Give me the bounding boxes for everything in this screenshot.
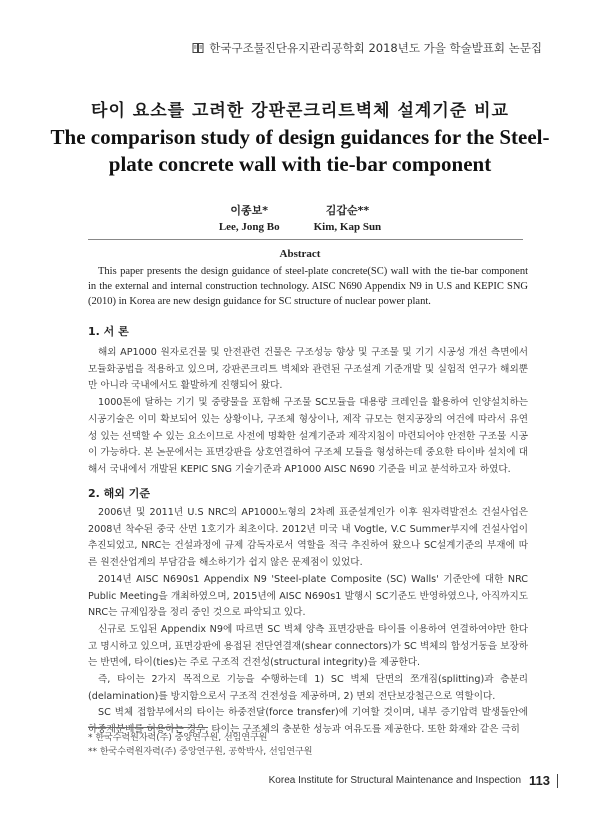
paragraph: 해외 AP1000 원자로건물 및 안전관련 건물은 구조성능 향상 및 구조물 및 기기 시공성 개선 측면에서 모듈화공법을 적용하고 있으며, 강판콘크리트 벽체와 관련된 구조설계 기준개발 및 실험적 연구가 해외뿐만 아니라 국내에서도 활발하게 진행되어 왔다. [88, 347, 528, 392]
journal-title: 한국구조물진단유지관리공학회 2018년도 가을 학술발표회 논문집 [209, 41, 542, 55]
paragraph: SC 벽체 접합부에서의 타이는 하중전달(force transfer)에 기여할 것이며, 내부 증기압력 발생돌안에 하중재분배를 허용하는 경우, 타이는 구조체의 충분한 성능과 여유도를 제공한다. 또한 화재와 같은 극히 [88, 707, 528, 736]
journal-header [192, 40, 542, 56]
book-icon [192, 42, 204, 54]
section-1-title: 1. 서 론 [88, 325, 129, 338]
footnotes [88, 731, 528, 759]
section-2-body [88, 505, 528, 739]
section-2-title: 2. 해외 기준 [88, 487, 150, 500]
paper-title-korean: 타이 요소를 고려한 강판콘크리트벽체 설계기준 비교 [91, 101, 509, 121]
author-2-english-name: Kim, Kap Sun [313, 221, 382, 233]
paragraph: 2014년 AISC N690s1 Appendix N9 'Steel-plate Composite (SC) Walls' 기준안에 대한 NRC Public Meeting을 개최하였으며, 2015년에 AISC N690s1 발행시 SC기준도 반영하였으나, 아직까지도 NRC는 규제입장을 정리 중인 것으로 파악되고 있다. [88, 573, 528, 619]
paragraph: 1000톤에 달하는 기기 및 중량물을 포함해 구조물 SC모듈을 대용량 크레인을 활용하여 인양설치하는 시공기술은 이미 확보되어 있는 상황이나, 구조체 형상이나, 제작 규모는 현지공장의 여건에 따라서 유연성 있는 선택할 수 있는 요소이므로 사전에 명확한 설계기준과 제작지침이 마련되어야 안전한 구조물 시공이 가능하다. 본 논문에서는 표면강판을 상호연결하여 구조체 모듈을 형성하는데 중요한 타이바 설치에 대해서 국내에서 개발된 KEPIC SNG 기술기준과 AP1000 AISC N690 기준을 비교 분석하고자 하였다. [88, 397, 528, 475]
footnote-divider [88, 727, 208, 728]
abstract-divider [88, 239, 523, 240]
footnote-1: * 한국수력원자력(주) 중앙연구원, 선임연구원 [88, 733, 268, 743]
paragraph: 즉, 타이는 2가지 목적으로 기능을 수행하는데 1) SC 벽체 단면의 쪼개짐(splitting)과 층분리(delamination)를 방지함으로서 구조적 건전성을 제공하며, 2) 면외 전단보강철근으로 역할이다. [88, 674, 528, 702]
author-2 [314, 202, 382, 236]
section-1-body [88, 345, 528, 479]
footnote-2: ** 한국수력원자력(주) 중앙연구원, 공학박사, 선임연구원 [88, 747, 313, 757]
page-number: 113 [529, 773, 550, 788]
author-1-korean-name: 이종보* [230, 204, 269, 217]
paragraph: 신규로 도입된 Appendix N9에 따르면 SC 벽체 양측 표면강판을 타이를 이용하여 연결하여야만 한다고 명시하고 있으며, 표면강판에 용접된 전단연결재(shear connectors)가 SC 벽체의 합성거동을 보장하는 반면에, 타이(ties)는 주로 구조적 건전성(structural integrity)을 제공한다. [88, 623, 528, 669]
author-2-korean-name: 김갑순** [325, 204, 370, 217]
paragraph: 2006년 및 2011년 U.S NRC의 AP1000노형의 2차례 표준설계인가 이후 원자력발전소 건설사업은 2008년 착수된 중국 산먼 1호기가 최초이다. 2012년 미국 내 Vogtle, V.C Summer부지에 건설사업이 추진되었고, NRC는 건설과정에 규제 감독자로서 역할을 적극 추진하여 왔으나 SC설계기준의 부재에 따른 원전산업계의 부담감을 해소하기가 쉽지 않은 문제점이 있었다. [88, 507, 528, 569]
page-footer [269, 773, 558, 788]
author-list [0, 202, 600, 236]
abstract-body: This paper presents the design guidance of steel-plate concrete(SC) wall with the tie-bar component in the external and internal construction technology. AISC N690 Appendix N9 in U.S and KEPIC SNG (2010) in Korea are new design guidance for SC structure of nuclear power plant. [88, 266, 528, 307]
author-1 [219, 202, 280, 236]
abstract-heading: Abstract [279, 248, 321, 260]
paper-title-english: The comparison study of design guidances for the Steel-plate concrete wall with tie-bar component [50, 125, 550, 176]
footer-organization: Korea Institute for Structural Maintenance and Inspection [268, 775, 522, 786]
author-1-english-name: Lee, Jong Bo [218, 221, 280, 233]
footer-separator [557, 774, 558, 788]
